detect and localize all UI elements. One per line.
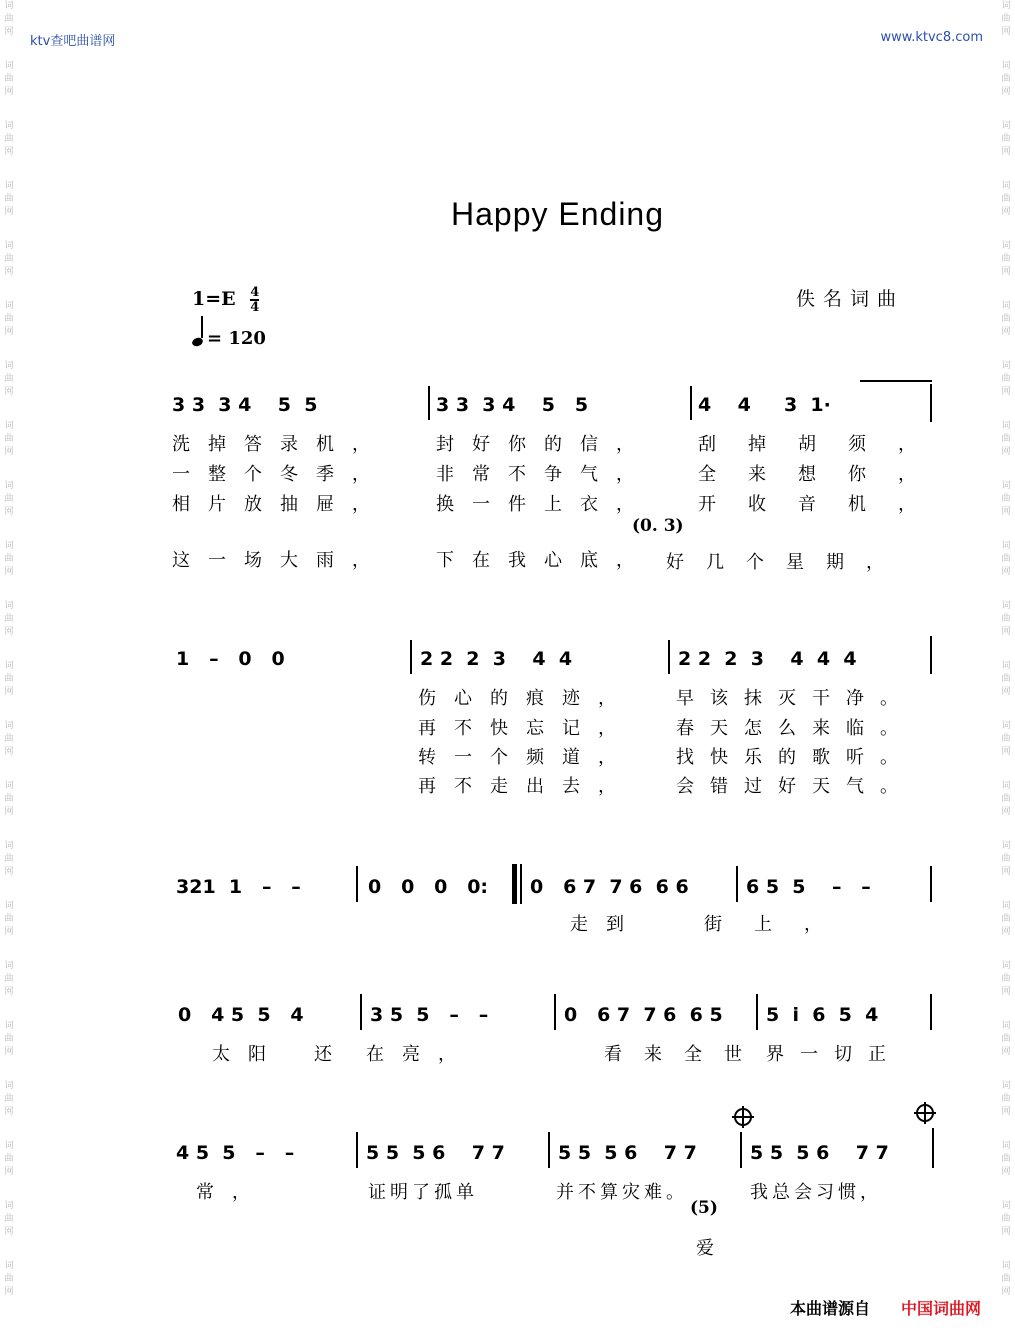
watermark-text: 词 曲 网 — [1001, 661, 1011, 697]
barline — [930, 994, 932, 1030]
repeat-barline — [512, 864, 517, 904]
measure-1-1: 3 3 3 4 5 5 — [172, 394, 318, 416]
barline — [360, 994, 362, 1030]
watermark-text: 词 曲 网 — [1001, 181, 1011, 217]
lyric-2-3: 换一件上衣， — [436, 494, 652, 515]
barline — [410, 640, 412, 674]
lyric-4-1: 伤心的痕迹， — [418, 688, 634, 709]
lyric-7-2: 还 — [314, 1044, 350, 1065]
watermark-text: 词 曲 网 — [4, 1201, 14, 1237]
time-top: 4 — [250, 285, 260, 300]
watermark-text: 词 曲 网 — [1001, 601, 1011, 637]
watermark-text: 词 曲 网 — [1001, 1141, 1011, 1177]
lyric-7-3: 在亮， — [366, 1044, 474, 1065]
watermark-text: 词 曲 网 — [4, 181, 14, 217]
watermark-text: 词 曲 网 — [1001, 781, 1011, 817]
measure-3-1: 321 1 – – — [176, 876, 301, 898]
watermark-text: 词 曲 网 — [1001, 541, 1011, 577]
measure-2-3: 2 2 2 3 4 4 4 — [678, 648, 857, 670]
watermark-text: 词 曲 网 — [1001, 961, 1011, 997]
barline — [548, 1132, 550, 1168]
lyric-1-1: 洗掉答录机， — [172, 434, 388, 455]
measure-2-1: 1 – 0 0 — [176, 648, 285, 670]
measure-3-4: 6 5 5 – – — [746, 876, 871, 898]
watermark-text: 词 曲 网 — [4, 1261, 14, 1297]
lyric-3-1: 刮掉胡须， — [698, 434, 948, 455]
quarter-note-icon — [191, 336, 204, 347]
pickup-note: (0. 3) — [632, 516, 684, 536]
watermark-text: 词 曲 网 — [1001, 61, 1011, 97]
lyric-7-4: 看来全世 — [604, 1044, 764, 1065]
measure-5-2: 5 5 5 6 7 7 — [366, 1142, 505, 1164]
watermark-text: 词 曲 网 — [1001, 721, 1011, 757]
coda-icon — [916, 1104, 934, 1122]
barline — [930, 636, 932, 674]
author-credit: 佚名词曲 — [796, 288, 905, 310]
barline — [690, 386, 692, 420]
watermark-text: 词 曲 网 — [1001, 841, 1011, 877]
lyric-6-1: 走到 — [570, 914, 642, 935]
barline — [356, 866, 358, 902]
watermark-text: 词 曲 网 — [4, 361, 14, 397]
barline — [932, 1128, 934, 1168]
measure-2-2: 2 2 2 3 4 4 — [420, 648, 573, 670]
watermark-text: 词 曲 网 — [1001, 481, 1011, 517]
watermark-text: 词 曲 网 — [1001, 1021, 1011, 1057]
watermark-text: 词 曲 网 — [1001, 1081, 1011, 1117]
coda-icon — [734, 1108, 752, 1126]
header-site-url[interactable]: www.ktvc8.com — [880, 30, 983, 45]
barline — [520, 864, 522, 904]
watermark-text: 词 曲 网 — [1001, 241, 1011, 277]
time-bottom: 4 — [250, 300, 260, 315]
alt-lyric: 爱 — [696, 1238, 732, 1259]
watermark-text: 词 曲 网 — [4, 61, 14, 97]
lyric-4-2: 再不快忘记， — [418, 718, 634, 739]
lyric-5-3: 找快乐的歌听。 — [676, 747, 914, 768]
lyric-7-1: 太阳 — [212, 1044, 284, 1065]
lyric-6-2: 街上， — [704, 914, 854, 935]
measure-5-4: 5 5 5 6 7 7 — [750, 1142, 889, 1164]
lyric-5-4: 会错过好天气。 — [676, 776, 914, 797]
watermark-text: 词 曲 网 — [4, 1, 14, 37]
lyric-5-1: 早该抹灭干净。 — [676, 688, 914, 709]
lyric-2-4: 下在我心底， — [436, 550, 652, 571]
barline — [930, 866, 932, 902]
measure-3-2: 0 0 0 0: — [368, 876, 489, 898]
lyric-8-1: 常， — [196, 1182, 268, 1203]
watermark-text: 词 曲 网 — [4, 601, 14, 637]
note-stem — [201, 316, 203, 338]
watermark-text: 词 曲 网 — [1001, 1, 1011, 37]
footer-source-label: 本曲谱源自 — [789, 1299, 870, 1318]
lyric-3-3: 开收音机， — [698, 494, 948, 515]
measure-3-3: 0 6 7 7 6 6 6 — [530, 876, 689, 898]
watermark-text: 词 曲 网 — [4, 481, 14, 517]
lyric-1-4: 这一场大雨， — [172, 550, 388, 571]
measure-4-3: 0 6 7 7 6 6 5 — [564, 1004, 723, 1026]
watermark-text: 词 曲 网 — [4, 1021, 14, 1057]
watermark-text: 词 曲 网 — [1001, 1201, 1011, 1237]
lyric-3-2: 全来想你， — [698, 464, 948, 485]
watermark-text: 词 曲 网 — [1001, 1261, 1011, 1297]
tie-line — [860, 380, 932, 382]
time-signature — [250, 286, 259, 314]
lyric-5-2: 春天怎么来临。 — [676, 718, 914, 739]
header-site-name: ktv查吧曲谱网 — [30, 34, 116, 49]
watermark-text: 词 曲 网 — [4, 1081, 14, 1117]
watermark-text: 词 曲 网 — [4, 841, 14, 877]
measure-4-2: 3 5 5 – – — [370, 1004, 489, 1026]
lyric-8-4: 我总会习惯， — [750, 1182, 882, 1203]
watermark-text: 词 曲 网 — [4, 721, 14, 757]
watermark-text: 词 曲 网 — [4, 241, 14, 277]
lyric-3-4: 好几个星期， — [666, 552, 906, 573]
lyric-4-4: 再不走出去， — [418, 776, 634, 797]
watermark-text: 词 曲 网 — [1001, 421, 1011, 457]
watermark-text: 词 曲 网 — [4, 661, 14, 697]
measure-4-4: 5 i 6 5 4 — [766, 1004, 879, 1026]
alt-note: (5) — [690, 1198, 718, 1218]
watermark-text: 词 曲 网 — [4, 1141, 14, 1177]
barline — [756, 994, 758, 1030]
measure-5-3: 5 5 5 6 7 7 — [558, 1142, 697, 1164]
tempo-value: = 120 — [207, 328, 266, 349]
lyric-4-3: 转一个频道， — [418, 747, 634, 768]
lyric-8-3: 并不算灾难。 — [556, 1182, 688, 1203]
watermark-text: 词 曲 网 — [1001, 301, 1011, 337]
watermark-text: 词 曲 网 — [4, 301, 14, 337]
watermark-text: 词 曲 网 — [1001, 901, 1011, 937]
lyric-7-5: 界一切正 — [766, 1044, 902, 1065]
lyric-1-3: 相片放抽屉， — [172, 494, 388, 515]
measure-1-2: 3 3 3 4 5 5 — [436, 394, 589, 416]
lyric-1-2: 一整个冬季， — [172, 464, 388, 485]
watermark-text: 词 曲 网 — [1001, 361, 1011, 397]
barline — [554, 994, 556, 1030]
watermark-text: 词 曲 网 — [4, 541, 14, 577]
key-label: 1=E — [192, 288, 236, 310]
barline — [356, 1132, 358, 1168]
barline — [668, 640, 670, 674]
key-signature — [192, 286, 259, 314]
measure-5-1: 4 5 5 – – — [176, 1142, 295, 1164]
barline — [428, 386, 430, 420]
song-title: Happy Ending — [450, 196, 665, 232]
barline — [930, 384, 932, 422]
watermark-text: 词 曲 网 — [4, 421, 14, 457]
lyric-8-2: 证明了孤单 — [368, 1182, 478, 1203]
measure-4-1: 0 4 5 5 4 — [178, 1004, 304, 1026]
footer-source-name[interactable]: 中国词曲网 — [900, 1299, 981, 1318]
watermark-text: 词 曲 网 — [4, 121, 14, 157]
watermark-text: 词 曲 网 — [1001, 121, 1011, 157]
lyric-2-1: 封好你的信， — [436, 434, 652, 455]
watermark-text: 词 曲 网 — [4, 901, 14, 937]
watermark-text: 词 曲 网 — [4, 781, 14, 817]
measure-1-3: 4 4 3 1· — [698, 394, 831, 416]
watermark-text: 词 曲 网 — [4, 961, 14, 997]
barline — [736, 866, 738, 902]
tempo-mark — [192, 322, 266, 349]
lyric-2-2: 非常不争气， — [436, 464, 652, 485]
barline — [740, 1132, 742, 1168]
